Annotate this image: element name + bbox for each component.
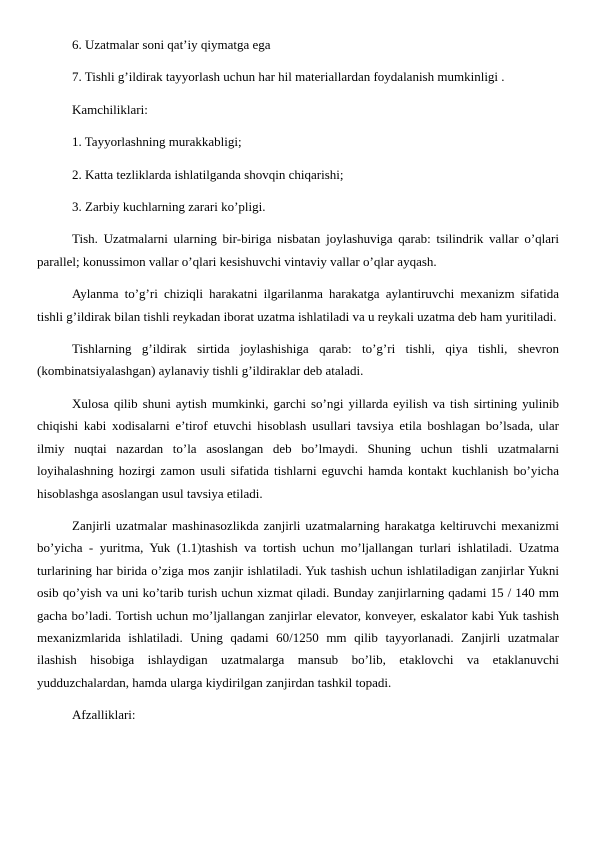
list-item-7: 7. Tishli g’ildirak tayyorlash uchun har hil materiallardan foydalanish mumkinligi . <box>72 69 505 85</box>
section-heading-advantages: Afzalliklari: <box>72 707 136 723</box>
disadvantage-item-1: 1. Tayyorlashning murakkabligi; <box>72 134 242 150</box>
paragraph-rack-gear: Aylanma to’g’ri chiziqli harakatni ilgarilanma harakatga aylantiruvchi mexanizm sifatida tishli g’ildirak bilan tishli reykadan iborat uzatma ishlatiladi va u reykali uzatma deb ham yuritiladi. <box>37 286 559 324</box>
disadvantage-item-3: 3. Zarbiy kuchlarning zarari ko’pligi. <box>72 199 266 215</box>
list-item-6: 6. Uzatmalar soni qat’iy qiymatga ega <box>72 37 271 52</box>
document-page <box>37 34 559 737</box>
paragraph-chain-drives: Zanjirli uzatmalar mashinasozlikda zanjirli uzatmalarning harakatga keltiruvchi mexanizmi bo’yicha - yuritma, Yuk (1.1)tashish va tortish uchun mo’ljallangan turlari ishlatiladi. Uzatma turlarining har birida o’ziga mos zanjir ishlatiladi. Yuk tashish uchun ishlatiladigan zanjirlar Yukni osib qo’yish va uni ko’tarib turish uchun xizmat qiladi. Bunday zanjirlarning qadami 15 / 140 mm gacha bo’ladi. Tortish uchun mo’ljallangan zanjirlar elevator, konveyer, eskalator kabi Yuk tashish mexanizmlarida ishlatiladi. Uning qadami 60/1250 mm qilib tayyorlanadi. Zanjirli uzatmalar ilashish hisobiga ishlaydigan uzatmalarga mansub bo’lib, etaklovchi va etaklanuvchi yudduzchalardan, hamda ularga kiydirilgan zanjirdan tashkil topadi. <box>37 517 559 690</box>
section-heading-disadvantages: Kamchiliklari: <box>72 101 148 117</box>
paragraph-tooth-types: Tishlarning g’ildirak sirtida joylashishiga qarab: to’g’ri tishli, qiya tishli, shevron (kombinatsiyalashgan) aylanaviy tishli g’ildiraklar deb ataladi. <box>37 341 559 379</box>
disadvantage-item-2: 2. Katta tezliklarda ishlatilganda shovqin chiqarishi; <box>72 166 344 182</box>
paragraph-conclusion: Xulosa qilib shuni aytish mumkinki, garchi so’ngi yillarda eyilish va tish sirtining yulinib chiqishi kabi xodisalarni e’tirof etuvchi hisoblash usullari tavsiya etila boshlagan bo’lsada, ular ilmiy nuqtai nazardan to’la asoslangan deb bo’lmaydi. Shuning uchun tishli uzatmalarni loyihalashning hozirgi zamon usuli sifatida tishlarni eguvchi hamda kontakt kuchlanish bo’yicha hisoblashga asoslangan usul tavsiya etiladi. <box>37 395 559 501</box>
paragraph-gear-arrangement: Tish. Uzatmalarni ularning bir-biriga nisbatan joylashuviga qarab: tsilindrik vallar o’qlari parallel; konussimon vallar o’qlari kesishuvchi vintaviy vallar o’qlar ayqash. <box>37 231 559 269</box>
